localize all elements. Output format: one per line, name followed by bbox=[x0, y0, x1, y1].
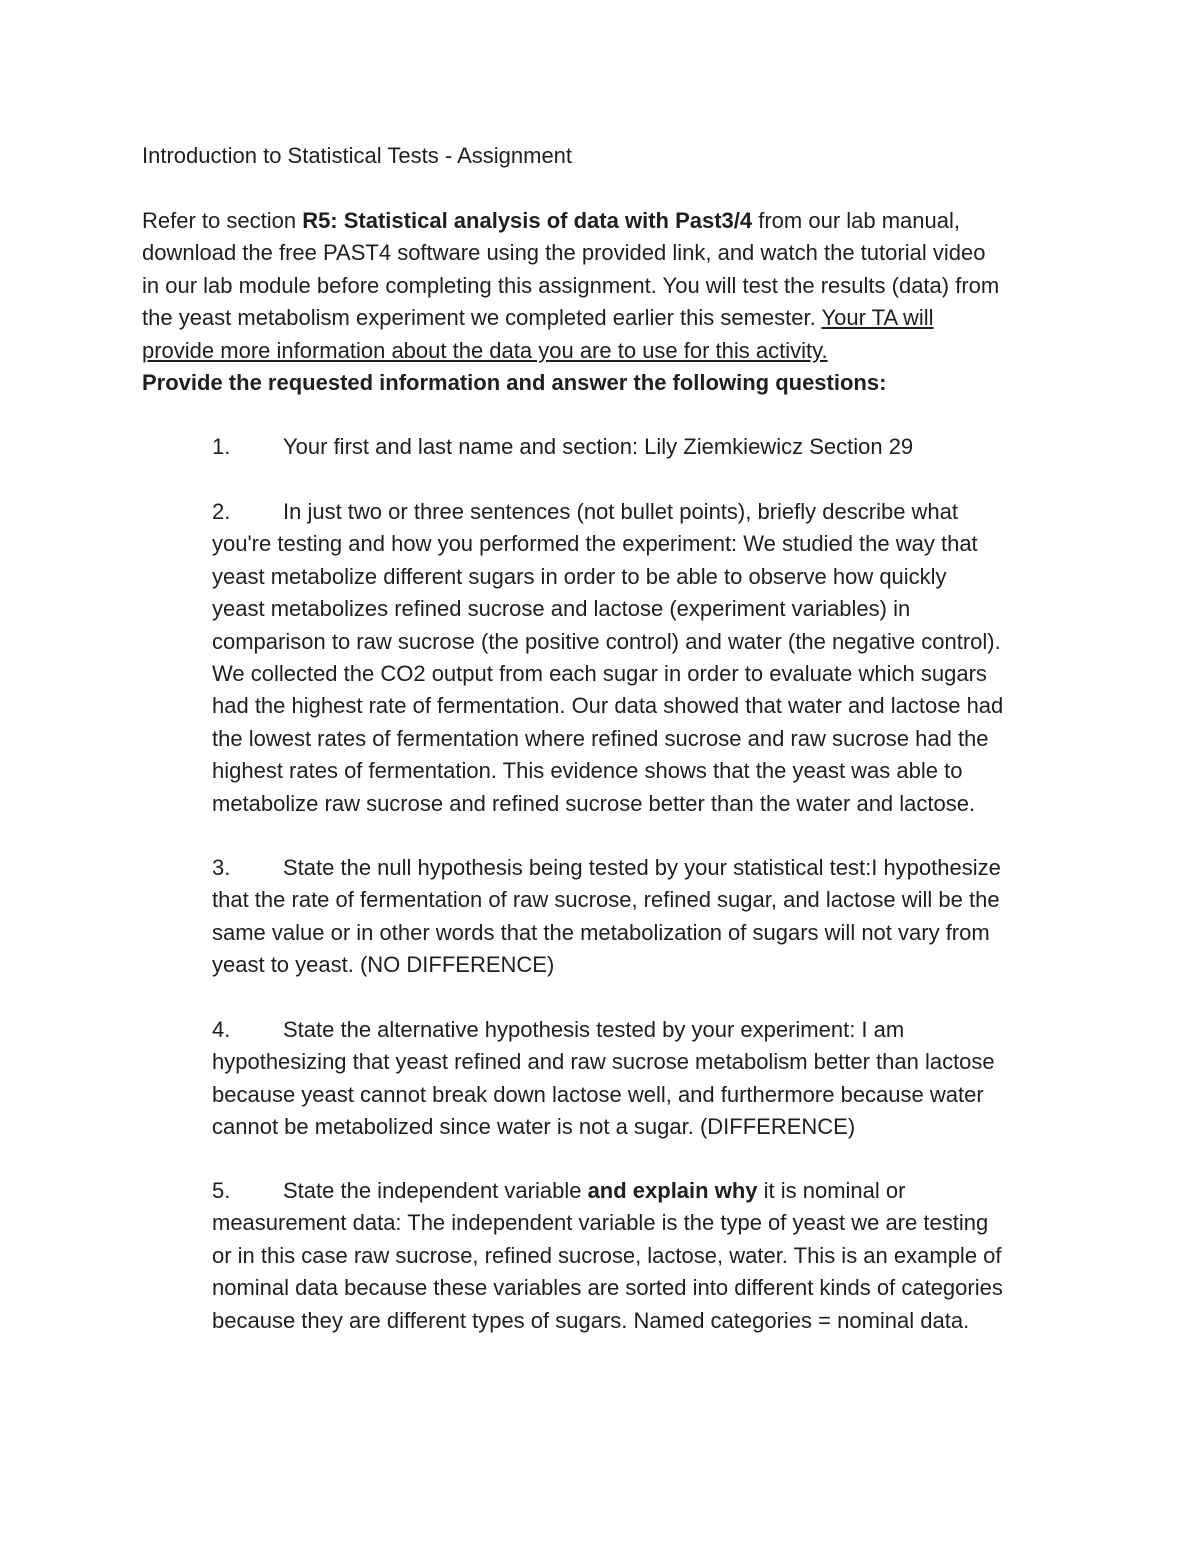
question-line: highest rates of fermentation. This evidence shows that the yeast was able to bbox=[212, 758, 963, 784]
question-line: because yeast cannot break down lactose well, and furthermore because water bbox=[212, 1081, 984, 1107]
intro-line bbox=[142, 205, 1072, 237]
intro-text: from our lab manual, bbox=[752, 208, 960, 233]
question-number: 2. bbox=[212, 499, 231, 524]
intro-line bbox=[142, 302, 1072, 334]
question-line: yeast metabolize different sugars in order to be able to observe how quickly bbox=[212, 563, 947, 589]
question-emphasis: and explain why bbox=[587, 1178, 758, 1203]
ta-note: provide more information about the data you are to use for this activity. bbox=[142, 337, 828, 363]
question-line: cannot be metabolized since water is not a sugar. (DIFFERENCE) bbox=[212, 1114, 856, 1140]
question-line: the lowest rates of fermentation where refined sucrose and raw sucrose had the bbox=[212, 725, 989, 751]
question-text: State the independent variable bbox=[283, 1178, 588, 1203]
question-3 bbox=[212, 852, 1092, 982]
question-number: 3. bbox=[212, 855, 231, 880]
intro-line: download the free PAST4 software using the provided link, and watch the tutorial video bbox=[142, 240, 986, 266]
question-line: or in this case raw sucrose, refined sucrose, lactose, water. This is an example of bbox=[212, 1242, 1002, 1268]
question-text: Your first and last name and section: Lily Ziemkiewicz Section 29 bbox=[283, 434, 914, 459]
ta-note: Your TA will bbox=[821, 305, 934, 331]
question-1 bbox=[212, 431, 1092, 463]
question-line: yeast metabolizes refined sucrose and lactose (experiment variables) in bbox=[212, 596, 911, 622]
question-text: State the alternative hypothesis tested by your experiment: I am bbox=[283, 1017, 905, 1042]
question-line: because they are different types of sugars. Named categories = nominal data. bbox=[212, 1307, 970, 1333]
question-line: you're testing and how you performed the experiment: We studied the way that bbox=[212, 531, 978, 557]
question-line: that the rate of fermentation of raw sucrose, refined sugar, and lactose will be the bbox=[212, 887, 1000, 913]
question-line: yeast to yeast. (NO DIFFERENCE) bbox=[212, 952, 555, 978]
question-line: hypothesizing that yeast refined and raw sucrose metabolism better than lactose bbox=[212, 1049, 995, 1075]
question-line: We collected the CO2 output from each sugar in order to evaluate which sugars bbox=[212, 661, 987, 687]
document-title: Introduction to Statistical Tests - Assignment bbox=[142, 143, 573, 168]
question-text: it is nominal or bbox=[757, 1178, 906, 1203]
question-4 bbox=[212, 1014, 1092, 1144]
question-text: State the null hypothesis being tested by your statistical test:I hypothesize bbox=[283, 855, 1001, 880]
intro-text: the yeast metabolism experiment we completed earlier this semester. bbox=[142, 305, 822, 331]
question-number: 1. bbox=[212, 434, 231, 459]
question-number: 4. bbox=[212, 1017, 231, 1042]
intro-paragraph bbox=[142, 205, 1072, 367]
intro-line: in our lab module before completing this assignment. You will test the results (data) from bbox=[142, 272, 1000, 298]
intro-text: Refer to section bbox=[142, 208, 303, 233]
question-5 bbox=[212, 1175, 1092, 1337]
question-line: nominal data because these variables are sorted into different kinds of categories bbox=[212, 1275, 1003, 1301]
question-number: 5. bbox=[212, 1178, 231, 1203]
question-line: had the highest rate of fermentation. Our data showed that water and lactose had bbox=[212, 693, 1004, 719]
questions-prompt: Provide the requested information and answer the following questions: bbox=[142, 370, 887, 395]
question-2 bbox=[212, 496, 1092, 820]
question-line bbox=[212, 431, 1092, 463]
manual-section-reference: R5: Statistical analysis of data with Past3/4 bbox=[302, 208, 753, 233]
question-line: comparison to raw sucrose (the positive control) and water (the negative control). bbox=[212, 628, 1001, 654]
question-line bbox=[212, 1175, 1092, 1207]
intro-line bbox=[142, 335, 1072, 367]
question-line: same value or in other words that the metabolization of sugars will not vary from bbox=[212, 919, 990, 945]
question-line: measurement data: The independent variable is the type of yeast we are testing bbox=[212, 1210, 989, 1236]
question-line bbox=[212, 1014, 1092, 1046]
question-line: metabolize raw sucrose and refined sucrose better than the water and lactose. bbox=[212, 790, 976, 816]
question-line bbox=[212, 496, 1092, 528]
question-text: In just two or three sentences (not bullet points), briefly describe what bbox=[283, 499, 959, 524]
question-line bbox=[212, 852, 1092, 884]
